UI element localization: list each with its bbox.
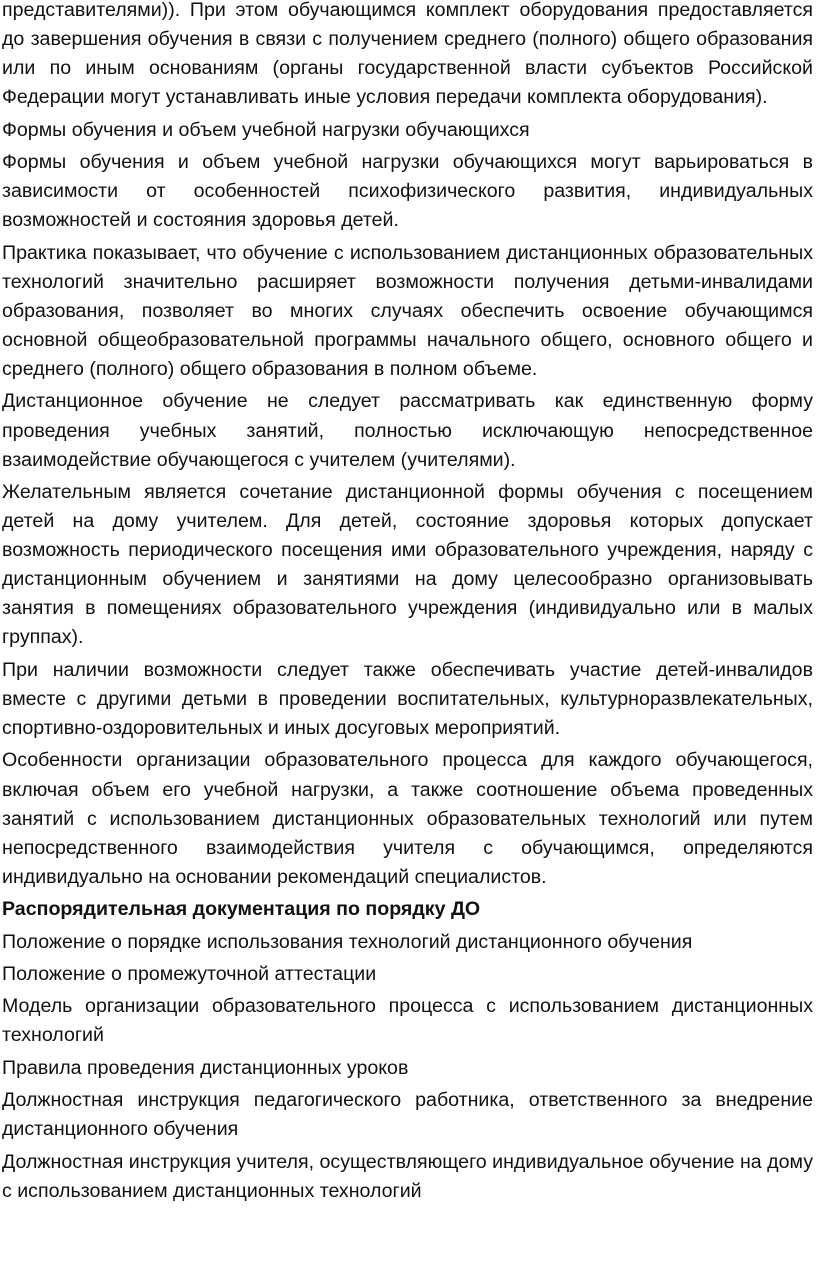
document-item: Положение о порядке использования технологий дистанционного обучения <box>2 930 693 953</box>
paragraph-combination: Желательным является сочетание дистанционной формы обучения с посещением детей на дому учителем. Для детей, состояние здоровья которых допускает возможность периодического посещения ими образовательного учреждения, наряду с дистанционным обучением и занятиями на дому целесообразно организовывать занятия в помещениях образовательного учреждения (индивидуально или в малых группах). <box>2 480 813 649</box>
paragraph-equipment-transfer: представителями)). При этом обучающимся комплект оборудования предоставляется до завершения обучения в связи с получением среднего (полного) общего образования или по иным основаниям (органы государственной власти субъектов Российской Федерации могут устанавливать иные условия передачи комплекта оборудования). <box>2 0 813 109</box>
document-item: Положение о промежуточной аттестации <box>2 962 377 985</box>
section-heading: Распорядительная документация по порядку ДО <box>2 898 481 921</box>
document-item: Модель организации образовательного процесса с использованием дистанционных технологий <box>2 995 813 1047</box>
document-item: Должностная инструкция педагогического работника, ответственного за внедрение дистанционного обучения <box>2 1089 813 1141</box>
paragraph-subheading-forms: Формы обучения и объем учебной нагрузки обучающихся <box>2 118 530 141</box>
paragraph-practice: Практика показывает, что обучение с использованием дистанционных образовательных технологий значительно расширяет возможности получения детьми-инвалидами образования, позволяет во многих случаях обеспечить освоение обучающимся основной общеобразовательной программы начального общего, основного общего и среднего (полного) общего образования в полном объеме. <box>2 241 813 381</box>
paragraph-participation: При наличии возможности следует также обеспечивать участие детей-инвалидов вместе с другими детьми в проведении воспитательных, культурноразвлекательных, спортивно-оздоровительных и иных досуговых мероприятий. <box>2 658 813 740</box>
document-item: Должностная инструкция учителя, осуществляющего индивидуальное обучение на дому с использованием дистанционных технологий <box>2 1150 813 1202</box>
paragraph-distance-learning: Дистанционное обучение не следует рассматривать как единственную форму проведения учебных занятий, полностью исключающую непосредственное взаимодействие обучающегося с учителем (учителями). <box>2 390 813 471</box>
document-item: Правила проведения дистанционных уроков <box>2 1056 409 1079</box>
paragraph-organization: Особенности организации образовательного процесса для каждого обучающегося, включая объем его учебной нагрузки, а также соотношение объема проведенных занятий с использованием дистанционных образовательных технологий или путем непосредственного взаимодействия учителя с обучающимся, определяются индивидуально на основании рекомендаций специалистов. <box>2 749 813 888</box>
paragraph-forms-of-study: Формы обучения и объем учебной нагрузки обучающихся могут варьироваться в зависимости от особенностей психофизического развития, индивидуальных возможностей и состояния здоровья детей. <box>2 151 813 232</box>
